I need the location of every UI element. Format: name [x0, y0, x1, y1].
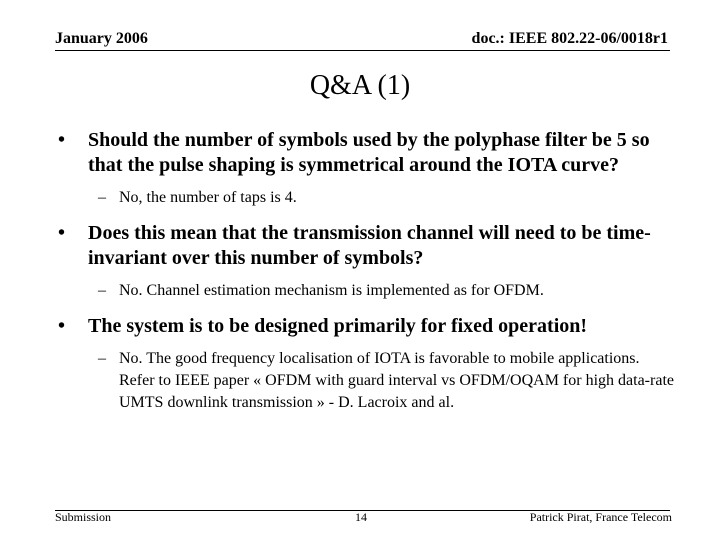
- sub-marker: –: [98, 189, 106, 206]
- footer-submission: Submission: [55, 510, 112, 524]
- header-rule: [55, 50, 670, 51]
- slide-title: Q&A (1): [309, 70, 411, 101]
- answer-text: No. The good frequency localisation of IOTA is favorable to mobile applications. Refer to IEEE paper « OFDM with guard interval vs OFDM/OQAM for high data-rate UMTS downlink transmission » - D. Lacroix and al.: [119, 350, 674, 411]
- answer-text: No. Channel estimation mechanism is implemented as for OFDM.: [119, 282, 544, 299]
- bullet-question-3: [55, 314, 675, 339]
- answer-text: No, the number of taps is 4.: [119, 189, 297, 206]
- bullet-marker: •: [58, 129, 66, 151]
- sub-answer-2: [55, 280, 675, 302]
- sub-answer-1: [55, 187, 675, 209]
- question-text: Should the number of symbols used by the polyphase filter be 5 so that the pulse shaping is symmetrical around the IOTA curve?: [88, 129, 650, 176]
- question-text: The system is to be designed primarily for fixed operation!: [88, 315, 588, 337]
- bullet-marker: •: [58, 315, 66, 337]
- sub-answer-3: [55, 348, 675, 414]
- question-text: Does this mean that the transmission channel will need to be time-invariant over this number of symbols?: [88, 222, 651, 269]
- bullet-question-2: [55, 221, 675, 271]
- footer-page-number: 14: [355, 510, 367, 524]
- header-date: January 2006: [55, 30, 148, 47]
- footer-author: Patrick Pirat, France Telecom: [529, 510, 672, 524]
- sub-marker: –: [98, 282, 106, 299]
- bullet-question-1: [55, 128, 675, 178]
- bullet-marker: •: [58, 222, 66, 244]
- header-doc-id: doc.: IEEE 802.22-06/0018r1: [471, 30, 668, 47]
- sub-marker: –: [98, 350, 106, 367]
- slide-body: [55, 128, 675, 414]
